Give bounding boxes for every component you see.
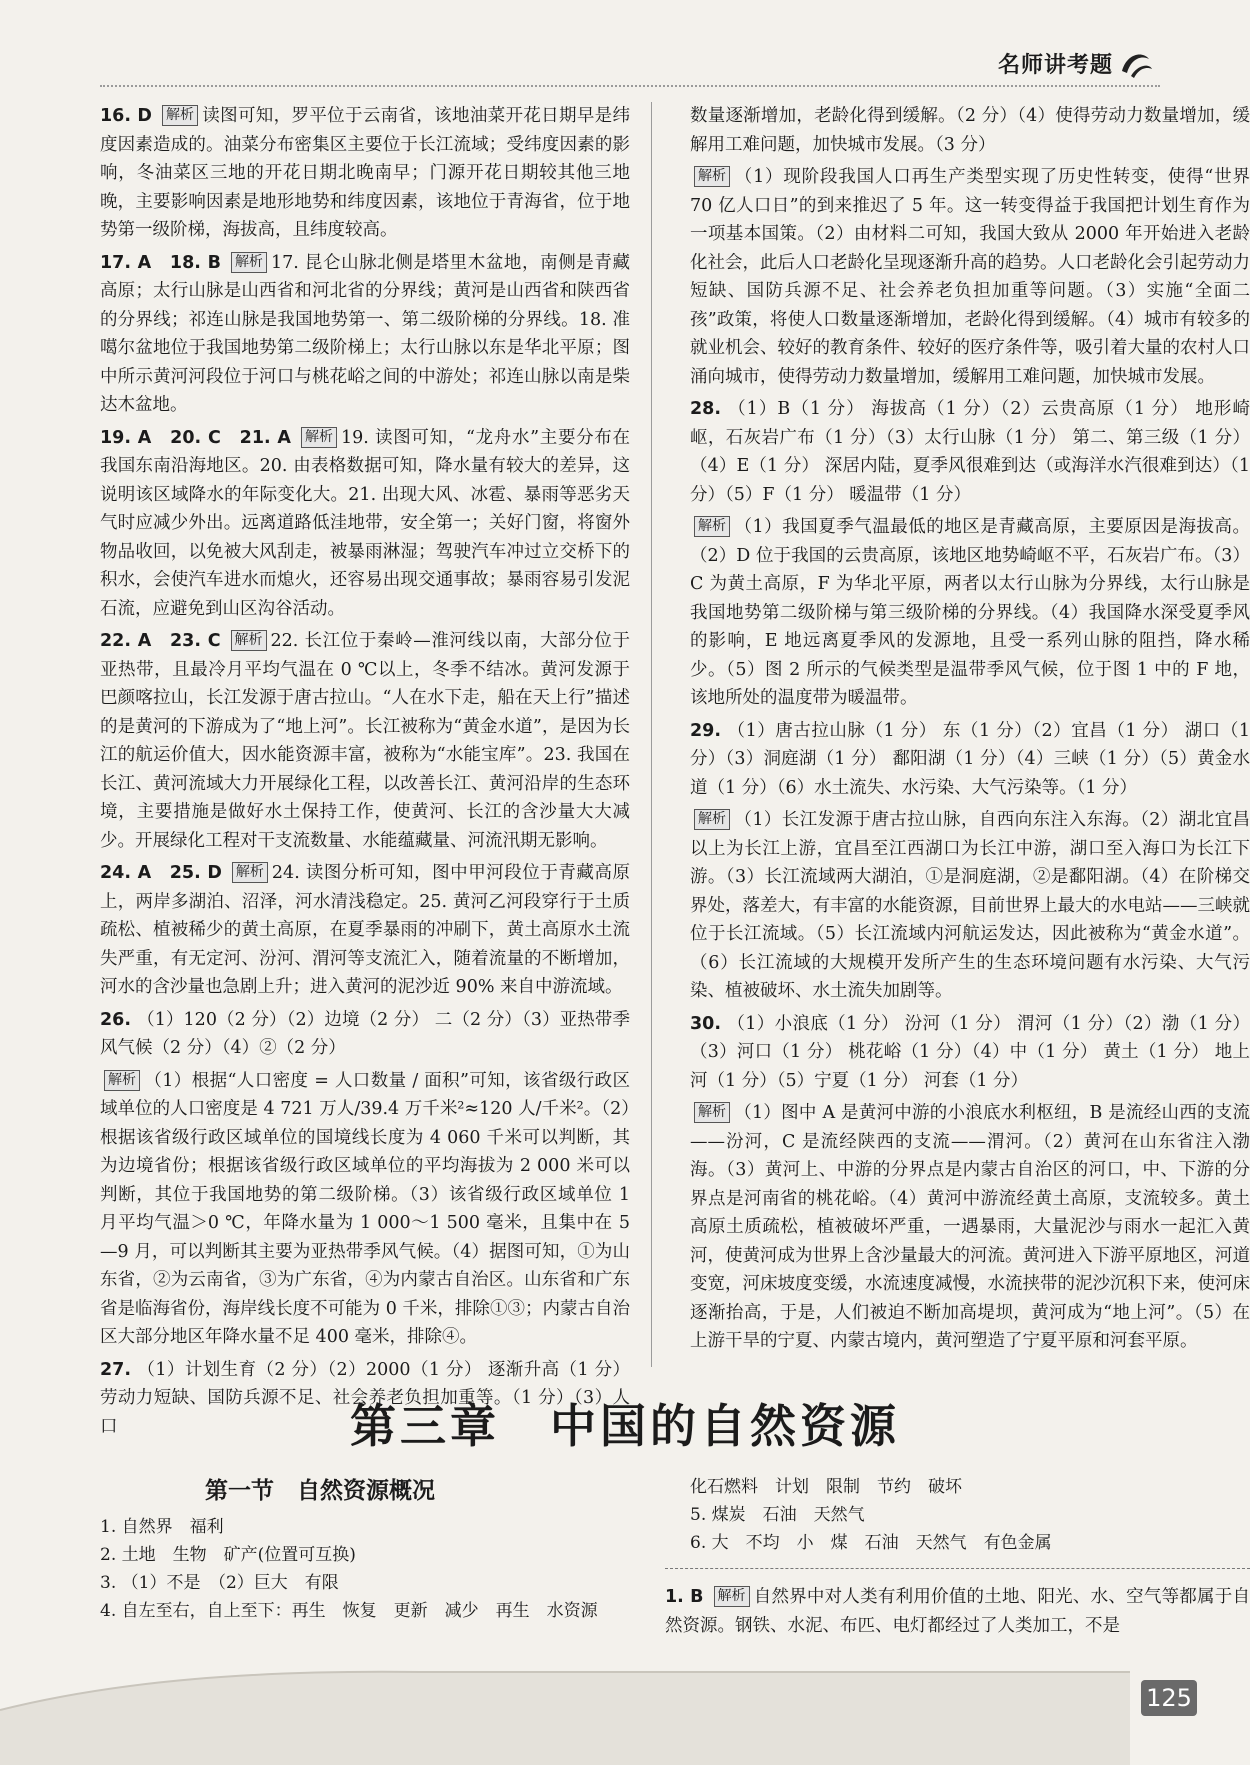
header-brand bbox=[998, 48, 1155, 79]
answer-number: 24. A 25. D bbox=[100, 863, 222, 883]
answer-number: 29. bbox=[690, 720, 722, 741]
answer-block bbox=[100, 1067, 630, 1352]
answer-number: 22. A 23. C bbox=[100, 631, 221, 651]
list-item: 化石燃料 计划 限制 节约 破坏 bbox=[690, 1477, 962, 1497]
answer-text: 17. 昆仑山脉北侧是塔里木盆地，南侧是青藏高原；太行山脉是山西省和河北省的分界线；黄河是山西省和陕西省的分界线；祁连山脉是我国地势第一、第二级阶梯的分界线。18. 准噶尔盆地位于我国地势第二级阶梯上；太行山脉以东是华北平原；图中所示黄河河段位于河口与桃花峪之间的中游处；祁连山脉以南是柴达木盆地。 bbox=[100, 252, 630, 415]
answer-text: （1）120（2 分）（2）边境（2 分） 二（2 分）（3）亚热带季风气候（2 分）（4）②（2 分） bbox=[100, 1009, 630, 1058]
answer-block bbox=[100, 424, 630, 624]
answer-block bbox=[100, 1006, 630, 1063]
section-answers-left bbox=[100, 1513, 630, 1625]
analysis-tag: 解析 bbox=[162, 105, 198, 126]
answer-text: 22. 长江位于秦岭—淮河线以南，大部分位于亚热带，且最冷月平均气温在 0 ℃以上，冬季不结冰。黄河发源于巴颜喀拉山，长江发源于唐古拉山。“人在水下走，船在天上行”描述的是黄河的下游成为了“地上河”。长江被称为“黄金水道”，是因为长江的航运价值大，因水能资源丰富，被称为“水能宝库”。23. 我国在长江、黄河流域大力开展绿化工程，以改善长江、黄河沿岸的生态环境，主要措施是做好水土保持工作，使黄河、长江的含沙量大大减少。开展绿化工程对干支流数量、水能蕴藏量、河流汛期无影响。 bbox=[100, 631, 630, 851]
analysis-tag: 解析 bbox=[694, 1102, 730, 1123]
section-title: 第一节 自然资源概况 bbox=[205, 1478, 435, 1504]
answer-text: （1）计划生育（2 分）（2）2000（1 分） 逐渐升高（1 分） 劳动力短缺、国防兵源不足、社会养老负担加重等。（1 分）（3）人口 bbox=[100, 1359, 630, 1437]
answer-number: 28. bbox=[690, 399, 722, 419]
answer-block bbox=[690, 1010, 1250, 1096]
answer-number: 26. bbox=[100, 1009, 132, 1030]
section-answers-right bbox=[690, 1473, 1250, 1557]
answer-block bbox=[100, 249, 630, 420]
answer-number: 16. D bbox=[100, 106, 152, 126]
answer-number: 17. A 18. B bbox=[100, 252, 221, 273]
answer-text: 24. 读图分析可知，图中甲河段位于青藏高原上，两岸多湖泊、沼泽，河水清浅稳定。25. 黄河乙河段穿行于土质疏松、植被稀少的黄土高原，在夏季暴雨的冲刷下，黄土高原水土流失严重，有无定河、汾河、渭河等支流汇入，随着流量的不断增加，河水的含沙量也急剧上升；进入黄河的泥沙近 90% 来自中游流域。 bbox=[100, 863, 630, 997]
answer-block bbox=[690, 395, 1250, 509]
answer-text: （1）图中 A 是黄河中游的小浪底水利枢纽，B 是流经山西的支流——汾河，C 是流经陕西的支流——渭河。（2）黄河在山东省注入渤海。（3）黄河上、中游的分界点是内蒙古自治区的河口，中、下游的分界点是河南省的桃花峪。（4）黄河中游流经黄土高原，支流较多。黄土高原土质疏松，植被破坏严重，一遇暴雨，大量泥沙与雨水一起汇入黄河，使黄河成为世界上含沙量最大的河流。黄河进入下游平原地区，河道变宽，河床坡度变缓，水流速度减慢，水流挟带的泥沙沉积下来，使河床逐渐抬高，于是，人们被迫不断加高堤坝，黄河成为“地上河”。（5）在上游干旱的宁夏、内蒙古境内，黄河塑造了宁夏平原和河套平原。 bbox=[690, 1103, 1250, 1351]
answers-left-column bbox=[100, 102, 630, 1445]
header-divider bbox=[100, 85, 1160, 87]
answer-text: 读图可知，罗平位于云南省，该地油菜开花日期早是纬度因素造成的。油菜分布密集区主要位于长江流域；受纬度因素的影响，冬油菜区三地的开花日期北晚南早；门源开花日期较其他三地晚，主要影响因素是地形地势和纬度因素，该地位于青海省，位于地势第一级阶梯，海拔高，且纬度较高。 bbox=[100, 106, 631, 240]
analysis-tag: 解析 bbox=[694, 166, 730, 187]
answer-block bbox=[690, 102, 1250, 159]
answer-text: （1）唐古拉山脉（1 分） 东（1 分）（2）宜昌（1 分） 湖口（1 分）（3）洞庭湖（1 分） 鄱阳湖（1 分）（4）三峡（1 分）（5）黄金水道（1 分）（6）水土流失、水污染、大气污染等。（1 分） bbox=[690, 720, 1250, 798]
analysis-tag: 解析 bbox=[301, 427, 337, 448]
answer-text: （1）小浪底（1 分） 汾河（1 分） 渭河（1 分）（2）渤（1 分）（3）河口（1 分） 桃花峪（1 分）（4）中（1 分） 黄土（1 分） 地上河（1 分）（5）宁夏（1 分） 河套（1 分） bbox=[690, 1013, 1250, 1091]
list-item: 5. 煤炭 石油 天然气 bbox=[690, 1505, 865, 1525]
analysis-tag: 解析 bbox=[231, 630, 267, 651]
answer-block bbox=[690, 1099, 1250, 1356]
answers-right-column bbox=[690, 102, 1250, 1360]
brand-text: 名师讲考题 bbox=[997, 53, 1113, 78]
analysis-tag: 解析 bbox=[694, 809, 730, 830]
answer-block bbox=[100, 859, 630, 1002]
list-item: 1. 自然界 福利 bbox=[100, 1517, 224, 1537]
answer-text: （1）我国夏季气温最低的地区是青藏高原，主要原因是海拔高。（2）D 位于我国的云贵高原，该地区地势崎岖不平，石灰岩广布。（3）C 为黄土高原，F 为华北平原，两者以太行山脉为分界线，太行山脉是我国地势第二级阶梯与第三级阶梯的分界线。（4）我国降水深受夏季风的影响，E 地远离夏季风的发源地，且受一系列山脉的阻挡，降水稀少。（5）图 2 所示的气候类型是温带季风气候，位于图 1 中的 F 地，该地所处的温度带为暖温带。 bbox=[690, 517, 1250, 708]
page-number: 125 bbox=[1141, 1680, 1197, 1716]
answer-number: 27. bbox=[100, 1359, 132, 1380]
list-item: 2. 土地 生物 矿产(位置可互换) bbox=[100, 1545, 356, 1565]
brand-logo-icon bbox=[1119, 49, 1155, 79]
analysis-tag: 解析 bbox=[104, 1070, 140, 1091]
answer-text: 19. 读图可知，“龙舟水”主要分布在我国东南沿海地区。20. 由表格数据可知，降水量有较大的差异，这说明该区域降水的年际变化大。21. 出现大风、冰雹、暴雨等恶劣天气时应减少外出。远离道路低洼地带，安全第一；关好门窗，将窗外物品收回，以免被大风刮走，被暴雨淋湿；驾驶汽车冲过立交桥下的积水，会使汽车进水而熄火，还容易出现交通事故；暴雨容易引发泥石流，应避免到山区沟谷活动。 bbox=[100, 427, 630, 619]
analysis-tag: 解析 bbox=[231, 252, 267, 273]
answer-block bbox=[690, 806, 1250, 1006]
analysis-tag: 解析 bbox=[232, 862, 268, 883]
answer-text: （1）长江发源于唐古拉山脉，自西向东注入东海。（2）湖北宜昌以上为长江上游，宜昌至江西湖口为长江中游，湖口至入海口为长江下游。（3）长江流域两大湖泊，①是洞庭湖，②是鄱阳湖。（4）在阶梯交界处，落差大，有丰富的水能资源，目前世界上最大的水电站——三峡就位于长江流域。（5）长江流域内河航运发达，因此被称为“黄金水道”。（6）长江流域的大规模开发所产生的生态环境问题有水污染、大气污染、植被破坏、水土流失加剧等。 bbox=[690, 810, 1250, 1001]
answer-text: （1）根据“人口密度 = 人口数量 / 面积”可知，该省级行政区域单位的人口密度是 4 721 万人/39.4 万千米²≈120 人/千米²。（2）根据该省级行政区域单位的国境线长度为 4 060 千米可以判断，其为边境省份；根据该省级行政区域单位的平均海拔为 2 000 米可以判断，其位于我国地势的第二级阶梯。（3）该省级行政区域单位 1 月平均气温＞0 ℃，年降水量为 1 000～1 500 毫米，且集中在 5—9 月，可以判断其主要为亚热带季风气候。（4）据图可知，①为山东省，②为云南省，③为广东省，④为内蒙古自治区。山东省和广东省是临海省份，海岸线长度不可能为 0 千米，排除①③；内蒙古自治区大部分地区年降水量不足 400 毫米，排除④。 bbox=[100, 1070, 630, 1347]
answer-number: 1. B bbox=[665, 1587, 704, 1607]
question-1-answer bbox=[665, 1583, 1250, 1641]
answer-text: 数量逐渐增加，老龄化得到缓解。（2 分）（4）使得劳动力数量增加，缓解用工难问题，加快城市发展。（3 分） bbox=[690, 106, 1250, 155]
analysis-tag: 解析 bbox=[694, 516, 730, 537]
answer-block bbox=[690, 717, 1250, 803]
chapter-title: 第三章 中国的自然资源 bbox=[350, 1399, 900, 1453]
answer-block bbox=[100, 627, 630, 855]
answer-number: 19. A 20. C 21. A bbox=[100, 427, 291, 448]
list-item: 4. 自左至右，自上至下：再生 恢复 更新 减少 再生 水资源 bbox=[100, 1601, 598, 1621]
answer-block bbox=[690, 513, 1250, 713]
answer-text: 自然界中对人类有利用价值的土地、阳光、水、空气等都属于自然资源。钢铁、水泥、布匹、电灯都经过了人类加工，不是 bbox=[665, 1587, 1250, 1636]
answer-number: 30. bbox=[690, 1013, 722, 1034]
analysis-tag: 解析 bbox=[714, 1586, 750, 1607]
answer-block bbox=[690, 163, 1250, 391]
dashed-divider bbox=[665, 1568, 1250, 1569]
list-item: 6. 大 不均 小 煤 石油 天然气 有色金属 bbox=[690, 1533, 1052, 1553]
answer-text: （1）现阶段我国人口再生产类型实现了历史性转变，使得“世界 70 亿人口日”的到来推迟了 5 年。这一转变得益于我国把计划生育作为一项基本国策。（2）由材料二可知，我国大致从 2000 年开始进入老龄化社会，此后人口老龄化呈现逐渐升高的趋势。人口老龄化会引起劳动力短缺、国防兵源不足、社会养老负担加重等问题。（3）实施“全面二孩”政策，将使人口数量逐渐增加，老龄化得到缓解。（4）城市有较多的就业机会、较好的教育条件、较好的医疗条件等，吸引着大量的农村人口涌向城市，使得劳动力数量增加，缓解用工难问题，加快城市发展。 bbox=[690, 167, 1250, 387]
footer-decoration bbox=[0, 1640, 1250, 1765]
answer-text: （1）B（1 分） 海拔高（1 分）（2）云贵高原（1 分） 地形崎岖，石灰岩广布（1 分）（3）太行山脉（1 分） 第二、第三级（1 分）（4）E（1 分） 深居内陆，夏季风很难到达（或海洋水汽很难到达）（1 分）（5）F（1 分） 暖温带（1 分） bbox=[690, 399, 1250, 505]
column-divider bbox=[651, 102, 652, 1367]
list-item: 3. （1）不是 （2）巨大 有限 bbox=[100, 1573, 339, 1593]
answer-block bbox=[100, 102, 630, 245]
